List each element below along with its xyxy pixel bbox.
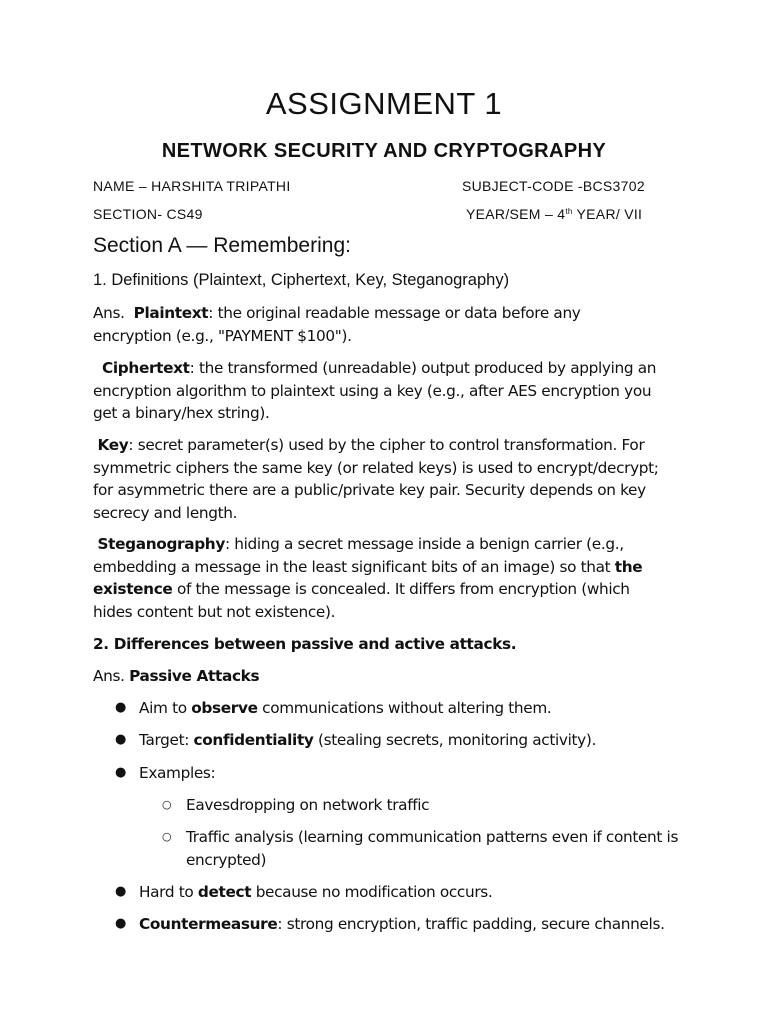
section-a-heading: Section A — Remembering: xyxy=(93,234,351,257)
list-item xyxy=(115,697,684,720)
question-2 xyxy=(93,633,663,656)
ans-label-2: Ans. xyxy=(93,667,125,685)
plaintext-paragraph xyxy=(93,302,663,347)
steganography-emphasis: the existence xyxy=(93,557,643,598)
ciphertext-term: Ciphertext xyxy=(102,359,190,377)
key-paragraph xyxy=(93,434,663,524)
circle-bullet-icon: ○ xyxy=(162,830,172,843)
year-sem xyxy=(466,206,642,222)
key-definition: : secret parameter(s) used by the cipher to control transformation. For symmetric ciphers the same key (or related keys) is used to encrypt/decrypt; for asymmetric there are a public/private key pair. Security depends on key secrecy and length. xyxy=(93,436,659,522)
list-item-emphasis: detect xyxy=(197,883,252,901)
sub-list-item-text: Traffic analysis (learning communication patterns even if content is encrypted) xyxy=(186,828,679,869)
list-item xyxy=(115,881,684,904)
plaintext-term: Plaintext xyxy=(133,304,209,322)
subject-code: SUBJECT-CODE -BCS3702 xyxy=(462,178,645,194)
year-sem-prefix: YEAR/SEM – 4 xyxy=(466,206,566,222)
plaintext-definition: : the original readable message or data before any encryption (e.g., "PAYMENT $100"). xyxy=(93,304,581,345)
list-item-text: because no modification occurs. xyxy=(251,883,493,901)
list-item-text: (stealing secrets, monitoring activity). xyxy=(313,731,596,749)
sub-list-item xyxy=(162,794,686,817)
bullet-icon: ● xyxy=(115,884,126,899)
list-item-text: Aim to xyxy=(139,699,192,717)
steganography-paragraph xyxy=(93,533,663,623)
assignment-title: ASSIGNMENT 1 xyxy=(265,86,503,121)
list-item xyxy=(115,913,684,936)
passive-attacks-heading xyxy=(93,665,663,688)
steganography-term: Steganography xyxy=(97,535,225,553)
list-item-text: Target: xyxy=(139,731,194,749)
ciphertext-definition: : the transformed (unreadable) output produced by applying an encryption algorithm to plaintext using a key (e.g., after AES encryption you get a binary/hex string). xyxy=(93,359,657,422)
list-item-emphasis: observe xyxy=(191,699,258,717)
passive-attacks-title: Passive Attacks xyxy=(129,667,260,685)
question-2-text: 2. Differences between passive and active attacks. xyxy=(93,635,517,653)
list-item-emphasis: confidentiality xyxy=(193,731,314,749)
list-item-text: : strong encryption, traffic padding, secure channels. xyxy=(277,915,665,933)
circle-bullet-icon: ○ xyxy=(162,798,172,811)
steganography-definition-2: of the message is concealed. It differs from encryption (which hides content but not existence). xyxy=(93,580,630,621)
list-item-text: communications without altering them. xyxy=(257,699,552,717)
bullet-icon: ● xyxy=(115,765,126,780)
list-item xyxy=(115,729,684,752)
sub-list-item xyxy=(162,826,686,871)
bullet-icon: ● xyxy=(115,916,126,931)
question-1: 1. Definitions (Plaintext, Ciphertext, Key, Steganography) xyxy=(93,271,510,289)
steganography-definition-1: : hiding a secret message inside a benign carrier (e.g., embedding a message in the least significant bits of an image) so that xyxy=(93,535,624,576)
key-term: Key xyxy=(97,436,129,454)
student-name: NAME – HARSHITA TRIPATHI xyxy=(93,178,291,194)
sub-list-item-text: Eavesdropping on network traffic xyxy=(186,796,430,814)
list-item-text: Hard to xyxy=(139,883,198,901)
course-subtitle: NETWORK SECURITY AND CRYPTOGRAPHY xyxy=(161,140,607,162)
bullet-icon: ● xyxy=(115,700,126,715)
list-item xyxy=(115,762,684,785)
bullet-icon: ● xyxy=(115,732,126,747)
list-item-emphasis: Countermeasure xyxy=(139,915,278,933)
year-sem-sup: th xyxy=(565,207,573,216)
list-item-text: Examples: xyxy=(139,764,216,782)
year-sem-suffix: YEAR/ VII xyxy=(572,206,643,222)
ciphertext-paragraph xyxy=(93,357,663,425)
ans-label: Ans. xyxy=(93,304,125,322)
section-info: SECTION- CS49 xyxy=(93,206,203,222)
